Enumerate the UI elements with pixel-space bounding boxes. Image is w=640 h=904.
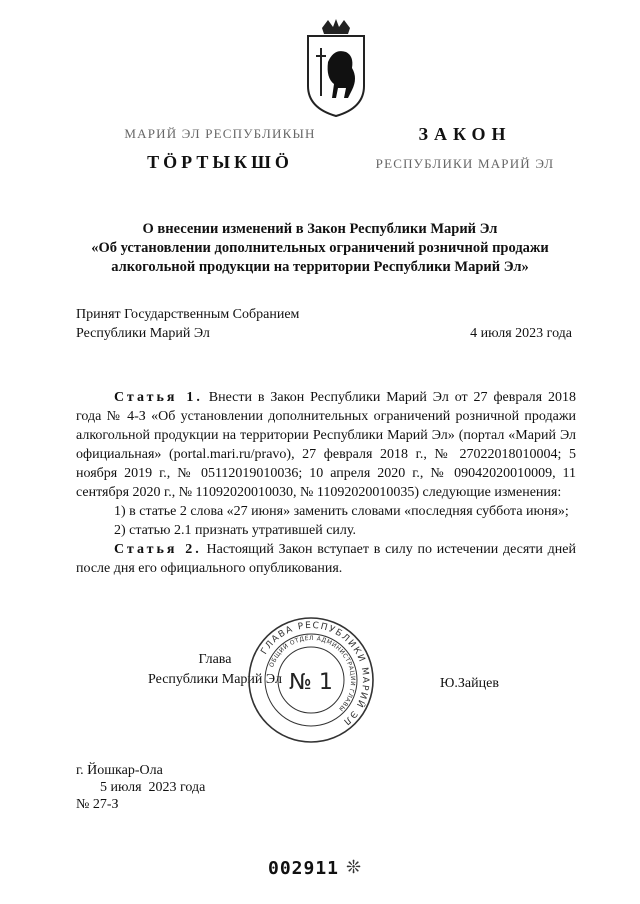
document-title	[70, 220, 570, 277]
article-1-item-1: 1) в статье 2 слова «27 июня» заменить словами «последняя суббота июня»;	[114, 504, 569, 519]
document-serial-number: 002911	[268, 858, 340, 879]
article-2-paragraph	[76, 540, 576, 578]
adopted-line-2: Республики Марий Эл	[76, 326, 210, 341]
svg-text:ОБЩИЙ ОТДЕЛ АДМИНИСТРАЦИИ ГЛАВ: ОБЩИЙ ОТДЕЛ АДМИНИСТРАЦИИ ГЛАВЫ	[268, 634, 357, 713]
official-stamp	[246, 615, 376, 745]
header-right-top: ЗАКОН	[418, 124, 512, 144]
signatory-title-line-2: Республики Марий Эл	[148, 672, 282, 687]
adopted-date: 4 июля 2023 года	[470, 326, 572, 341]
title-line-1: О внесении изменений в Закон Республики Марий Эл	[142, 221, 498, 237]
place-date: 5 июля 2023 года	[100, 780, 206, 795]
title-line-3: алкогольной продукции на территории Республики Марий Эл»	[111, 259, 529, 275]
law-body	[76, 388, 576, 578]
svg-text:ГЛАВА РЕСПУБЛИКИ МАРИЙ ЭЛ: ГЛАВА РЕСПУБЛИКИ МАРИЙ ЭЛ	[259, 620, 371, 728]
coat-of-arms-emblem	[300, 18, 372, 118]
star-mark-icon: ❊	[346, 857, 362, 877]
header-left-bottom: ТӦРТЫКШӦ	[147, 152, 293, 172]
place-date-number	[76, 762, 205, 813]
adoption-block	[76, 305, 576, 343]
article-2-text: Настоящий Закон вступает в силу по истечении десяти дней после дня его официального опубликования.	[76, 542, 577, 576]
header-right-bottom: РЕСПУБЛИКИ МАРИЙ ЭЛ	[375, 156, 555, 171]
header-left-top: МАРИЙ ЭЛ РЕСПУБЛИКЫН	[124, 126, 316, 141]
place-city: г. Йошкар-Ола	[76, 763, 163, 778]
article-1-paragraph	[76, 388, 576, 502]
title-line-2: «Об установлении дополнительных ограничений розничной продажи	[91, 240, 549, 256]
signatory-name: Ю.Зайцев	[440, 676, 499, 691]
article-1-label: Статья 1.	[114, 390, 203, 405]
law-number: № 27-З	[76, 797, 119, 812]
stamp-number: № 1	[289, 670, 333, 695]
article-2-label: Статья 2.	[114, 542, 202, 557]
article-1-text: Внести в Закон Республики Марий Эл от 27 февраля 2018 года № 4-З «Об установлении дополнительных ограничений розничной продажи алкогольной продукции на территории Республики Марий Эл» (портал «Марий Эл официальная» (portal.mari.ru/pravo), 27 февраля 2018 г., № 27022018010004; 5 ноября 2019 г., № 05112019010036; 10 апреля 2020 г., № 09042020010009, 11 сентября 2020 г., № 11092020010030, № 11092020010035) следующие изменения:	[76, 390, 577, 500]
adopted-line-1: Принят Государственным Собранием	[76, 307, 300, 322]
article-1-item-2: 2) статью 2.1 признать утратившей силу.	[114, 523, 356, 538]
signatory-title-line-1: Глава	[198, 652, 232, 667]
